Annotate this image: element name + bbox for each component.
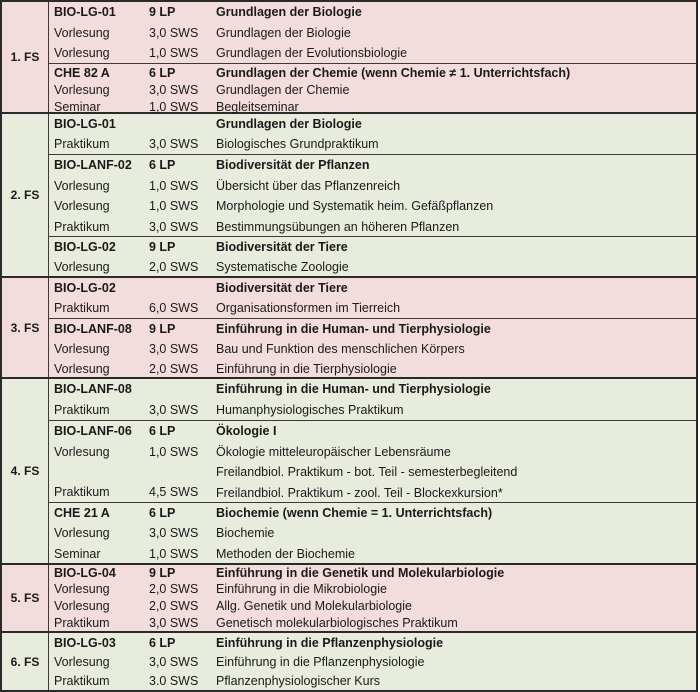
module-header-row <box>48 633 696 652</box>
course-type: Vorlesung <box>54 46 110 60</box>
semester-block <box>0 278 698 379</box>
credit-points: 9 LP <box>149 5 176 19</box>
module-title: Ökologie I <box>216 424 277 438</box>
credit-points: 9 LP <box>149 322 176 336</box>
course-type: Seminar <box>54 546 101 561</box>
course-hours: 4,5 SWS <box>149 485 199 499</box>
course-title: Biochemie <box>216 526 275 540</box>
course-type: Praktikum <box>54 485 110 499</box>
semester-block <box>0 114 698 278</box>
course-row <box>48 482 696 503</box>
module-group <box>48 502 696 564</box>
course-hours: 1,0 SWS <box>149 444 199 459</box>
semester-label: 5. FS <box>2 565 49 631</box>
module-code: BIO-LANF-08 <box>54 382 132 396</box>
course-row <box>48 216 696 237</box>
course-title: Ökologie mitteleuropäischer Lebensräume <box>216 444 451 459</box>
module-title: Biodiversität der Tiere <box>216 281 348 295</box>
module-group <box>48 2 696 63</box>
semester-block <box>0 0 698 114</box>
module-header-row <box>48 565 696 581</box>
course-title: Begleitseminar <box>216 99 299 114</box>
course-row <box>48 523 696 543</box>
course-type: Vorlesung <box>54 526 110 540</box>
course-title: Grundlagen der Evolutionsbiologie <box>216 46 408 60</box>
course-row <box>48 134 696 154</box>
course-hours: 1,0 SWS <box>149 199 199 213</box>
module-header-row <box>48 155 696 175</box>
module-header-row <box>48 319 696 339</box>
course-type: Vorlesung <box>54 178 110 193</box>
module-title: Grundlagen der Biologie <box>216 117 362 131</box>
module-title: Einführung in die Pflanzenphysiologie <box>216 635 444 650</box>
module-code: CHE 82 A <box>54 65 110 80</box>
course-title: Übersicht über das Pflanzenreich <box>216 178 401 193</box>
course-title: Systematische Zoologie <box>216 260 349 274</box>
course-row <box>48 581 696 597</box>
course-title: Einführung in die Tierphysiologie <box>216 362 397 376</box>
module-group <box>48 379 696 420</box>
module-code: CHE 21 A <box>54 506 110 520</box>
course-title: Bau und Funktion des menschlichen Körpers <box>216 342 465 356</box>
module-code: BIO-LG-02 <box>54 281 116 295</box>
module-code: BIO-LG-03 <box>54 635 116 650</box>
module-group <box>48 278 696 318</box>
course-type: Vorlesung <box>54 82 110 97</box>
course-title: Methoden der Biochemie <box>216 546 355 561</box>
course-row <box>48 43 696 63</box>
course-type: Vorlesung <box>54 654 110 669</box>
course-row <box>48 652 696 671</box>
module-code: BIO-LG-04 <box>54 566 116 580</box>
module-header-row <box>48 379 696 399</box>
course-row <box>48 257 696 277</box>
course-title: Allg. Genetik und Molekularbiologie <box>216 598 412 613</box>
module-group <box>48 154 696 237</box>
credit-points: 6 LP <box>149 635 176 650</box>
course-hours: 3.0 SWS <box>149 673 199 688</box>
credit-points: 6 LP <box>149 65 176 80</box>
module-header-row <box>48 114 696 134</box>
course-title: Einführung in die Pflanzenphysiologie <box>216 654 425 669</box>
semester-block <box>0 633 698 692</box>
course-title: Grundlagen der Biologie <box>216 25 351 40</box>
module-header-row <box>48 237 696 257</box>
course-hours: 2,0 SWS <box>149 582 199 596</box>
module-title: Einführung in die Genetik und Molekularbiologie <box>216 566 505 580</box>
course-type: Praktikum <box>54 673 110 688</box>
semester-label: 1. FS <box>2 2 49 112</box>
module-title: Biodiversität der Tiere <box>216 240 348 254</box>
module-group <box>48 236 696 277</box>
module-header-row <box>48 503 696 523</box>
module-group <box>48 420 696 503</box>
credit-points: 6 LP <box>149 506 176 520</box>
course-row <box>48 81 696 98</box>
course-type: Vorlesung <box>54 199 110 213</box>
course-row <box>48 441 696 462</box>
module-title: Einführung in die Human- und Tierphysiologie <box>216 382 491 396</box>
course-row <box>48 543 696 564</box>
course-row <box>48 671 696 690</box>
course-hours: 6,0 SWS <box>149 301 199 315</box>
course-type: Praktikum <box>54 301 110 315</box>
module-group <box>48 114 696 154</box>
course-row <box>48 298 696 318</box>
course-type: Praktikum <box>54 615 110 630</box>
course-hours: 3,0 SWS <box>149 615 199 630</box>
course-title: Bestimmungsübungen an höheren Pflanzen <box>216 219 460 234</box>
course-type: Vorlesung <box>54 362 110 376</box>
credit-points: 9 LP <box>149 566 176 580</box>
course-hours: 1,0 SWS <box>149 99 199 114</box>
course-hours: 3,0 SWS <box>149 342 199 356</box>
course-hours: 2,0 SWS <box>149 362 199 376</box>
course-title: Humanphysiologisches Praktikum <box>216 402 404 417</box>
module-header-row <box>48 278 696 298</box>
module-header-row <box>48 64 696 81</box>
course-title: Freilandbiol. Praktikum - bot. Teil - semesterbegleitend <box>216 465 518 479</box>
course-hours: 1,0 SWS <box>149 546 199 561</box>
semester-label: 4. FS <box>2 379 49 563</box>
module-code: BIO-LG-01 <box>54 5 116 19</box>
module-title: Biochemie (wenn Chemie = 1. Unterrichtsfach) <box>216 506 493 520</box>
course-type: Vorlesung <box>54 444 110 459</box>
course-type: Praktikum <box>54 402 110 417</box>
course-hours: 2,0 SWS <box>149 598 199 613</box>
module-header-row <box>48 2 696 22</box>
course-hours: 3,0 SWS <box>149 526 199 540</box>
course-hours: 3,0 SWS <box>149 219 199 234</box>
course-type: Vorlesung <box>54 260 110 274</box>
course-row <box>48 359 696 379</box>
semester-block <box>0 379 698 565</box>
course-title: Grundlagen der Chemie <box>216 82 350 97</box>
module-title: Grundlagen der Biologie <box>216 5 362 19</box>
course-hours: 1,0 SWS <box>149 178 199 193</box>
module-code: BIO-LG-01 <box>54 117 116 131</box>
course-row <box>48 614 696 631</box>
course-type: Praktikum <box>54 137 110 151</box>
course-type: Vorlesung <box>54 598 110 613</box>
module-group <box>48 633 696 690</box>
course-title: Biologisches Grundpraktikum <box>216 137 379 151</box>
semester-label: 3. FS <box>2 278 49 377</box>
module-title: Biodiversität der Pflanzen <box>216 158 370 172</box>
semester-block <box>0 565 698 633</box>
module-group <box>48 565 696 631</box>
course-hours: 3,0 SWS <box>149 25 199 40</box>
module-header-row <box>48 421 696 441</box>
course-hours: 3,0 SWS <box>149 654 199 669</box>
semester-label: 2. FS <box>2 114 49 276</box>
course-row <box>48 339 696 359</box>
course-title: Organisationsformen im Tierreich <box>216 301 401 315</box>
course-type: Vorlesung <box>54 342 110 356</box>
credit-points: 6 LP <box>149 158 176 172</box>
module-title: Grundlagen der Chemie (wenn Chemie ≠ 1. Unterrichtsfach) <box>216 65 571 80</box>
course-title: Einführung in die Mikrobiologie <box>216 582 387 596</box>
course-row <box>48 196 696 216</box>
course-row <box>48 175 696 196</box>
course-hours: 3,0 SWS <box>149 82 199 97</box>
module-code: BIO-LANF-02 <box>54 158 132 172</box>
course-type: Seminar <box>54 99 101 114</box>
semester-label: 6. FS <box>2 633 49 690</box>
course-hours: 3,0 SWS <box>149 137 199 151</box>
module-group <box>48 63 696 115</box>
module-code: BIO-LG-02 <box>54 240 116 254</box>
course-hours: 1,0 SWS <box>149 46 199 60</box>
course-row <box>48 22 696 43</box>
course-row <box>48 597 696 614</box>
course-row <box>48 399 696 420</box>
course-title: Freilandbiol. Praktikum - zool. Teil - Blockexkursion* <box>216 485 503 500</box>
course-title: Morphologie und Systematik heim. Gefäßpflanzen <box>216 199 494 213</box>
course-hours: 3,0 SWS <box>149 402 199 417</box>
course-type: Vorlesung <box>54 25 110 40</box>
module-group <box>48 318 696 379</box>
module-code: BIO-LANF-06 <box>54 424 132 438</box>
module-code: BIO-LANF-08 <box>54 322 132 336</box>
course-title: Genetisch molekularbiologisches Praktikum <box>216 615 458 630</box>
course-row <box>48 98 696 115</box>
module-title: Einführung in die Human- und Tierphysiologie <box>216 322 491 336</box>
course-hours: 2,0 SWS <box>149 260 199 274</box>
course-type: Praktikum <box>54 219 110 234</box>
credit-points: 6 LP <box>149 424 176 438</box>
credit-points: 9 LP <box>149 240 176 254</box>
course-type: Vorlesung <box>54 582 110 596</box>
course-title: Pflanzenphysiologischer Kurs <box>216 673 380 688</box>
